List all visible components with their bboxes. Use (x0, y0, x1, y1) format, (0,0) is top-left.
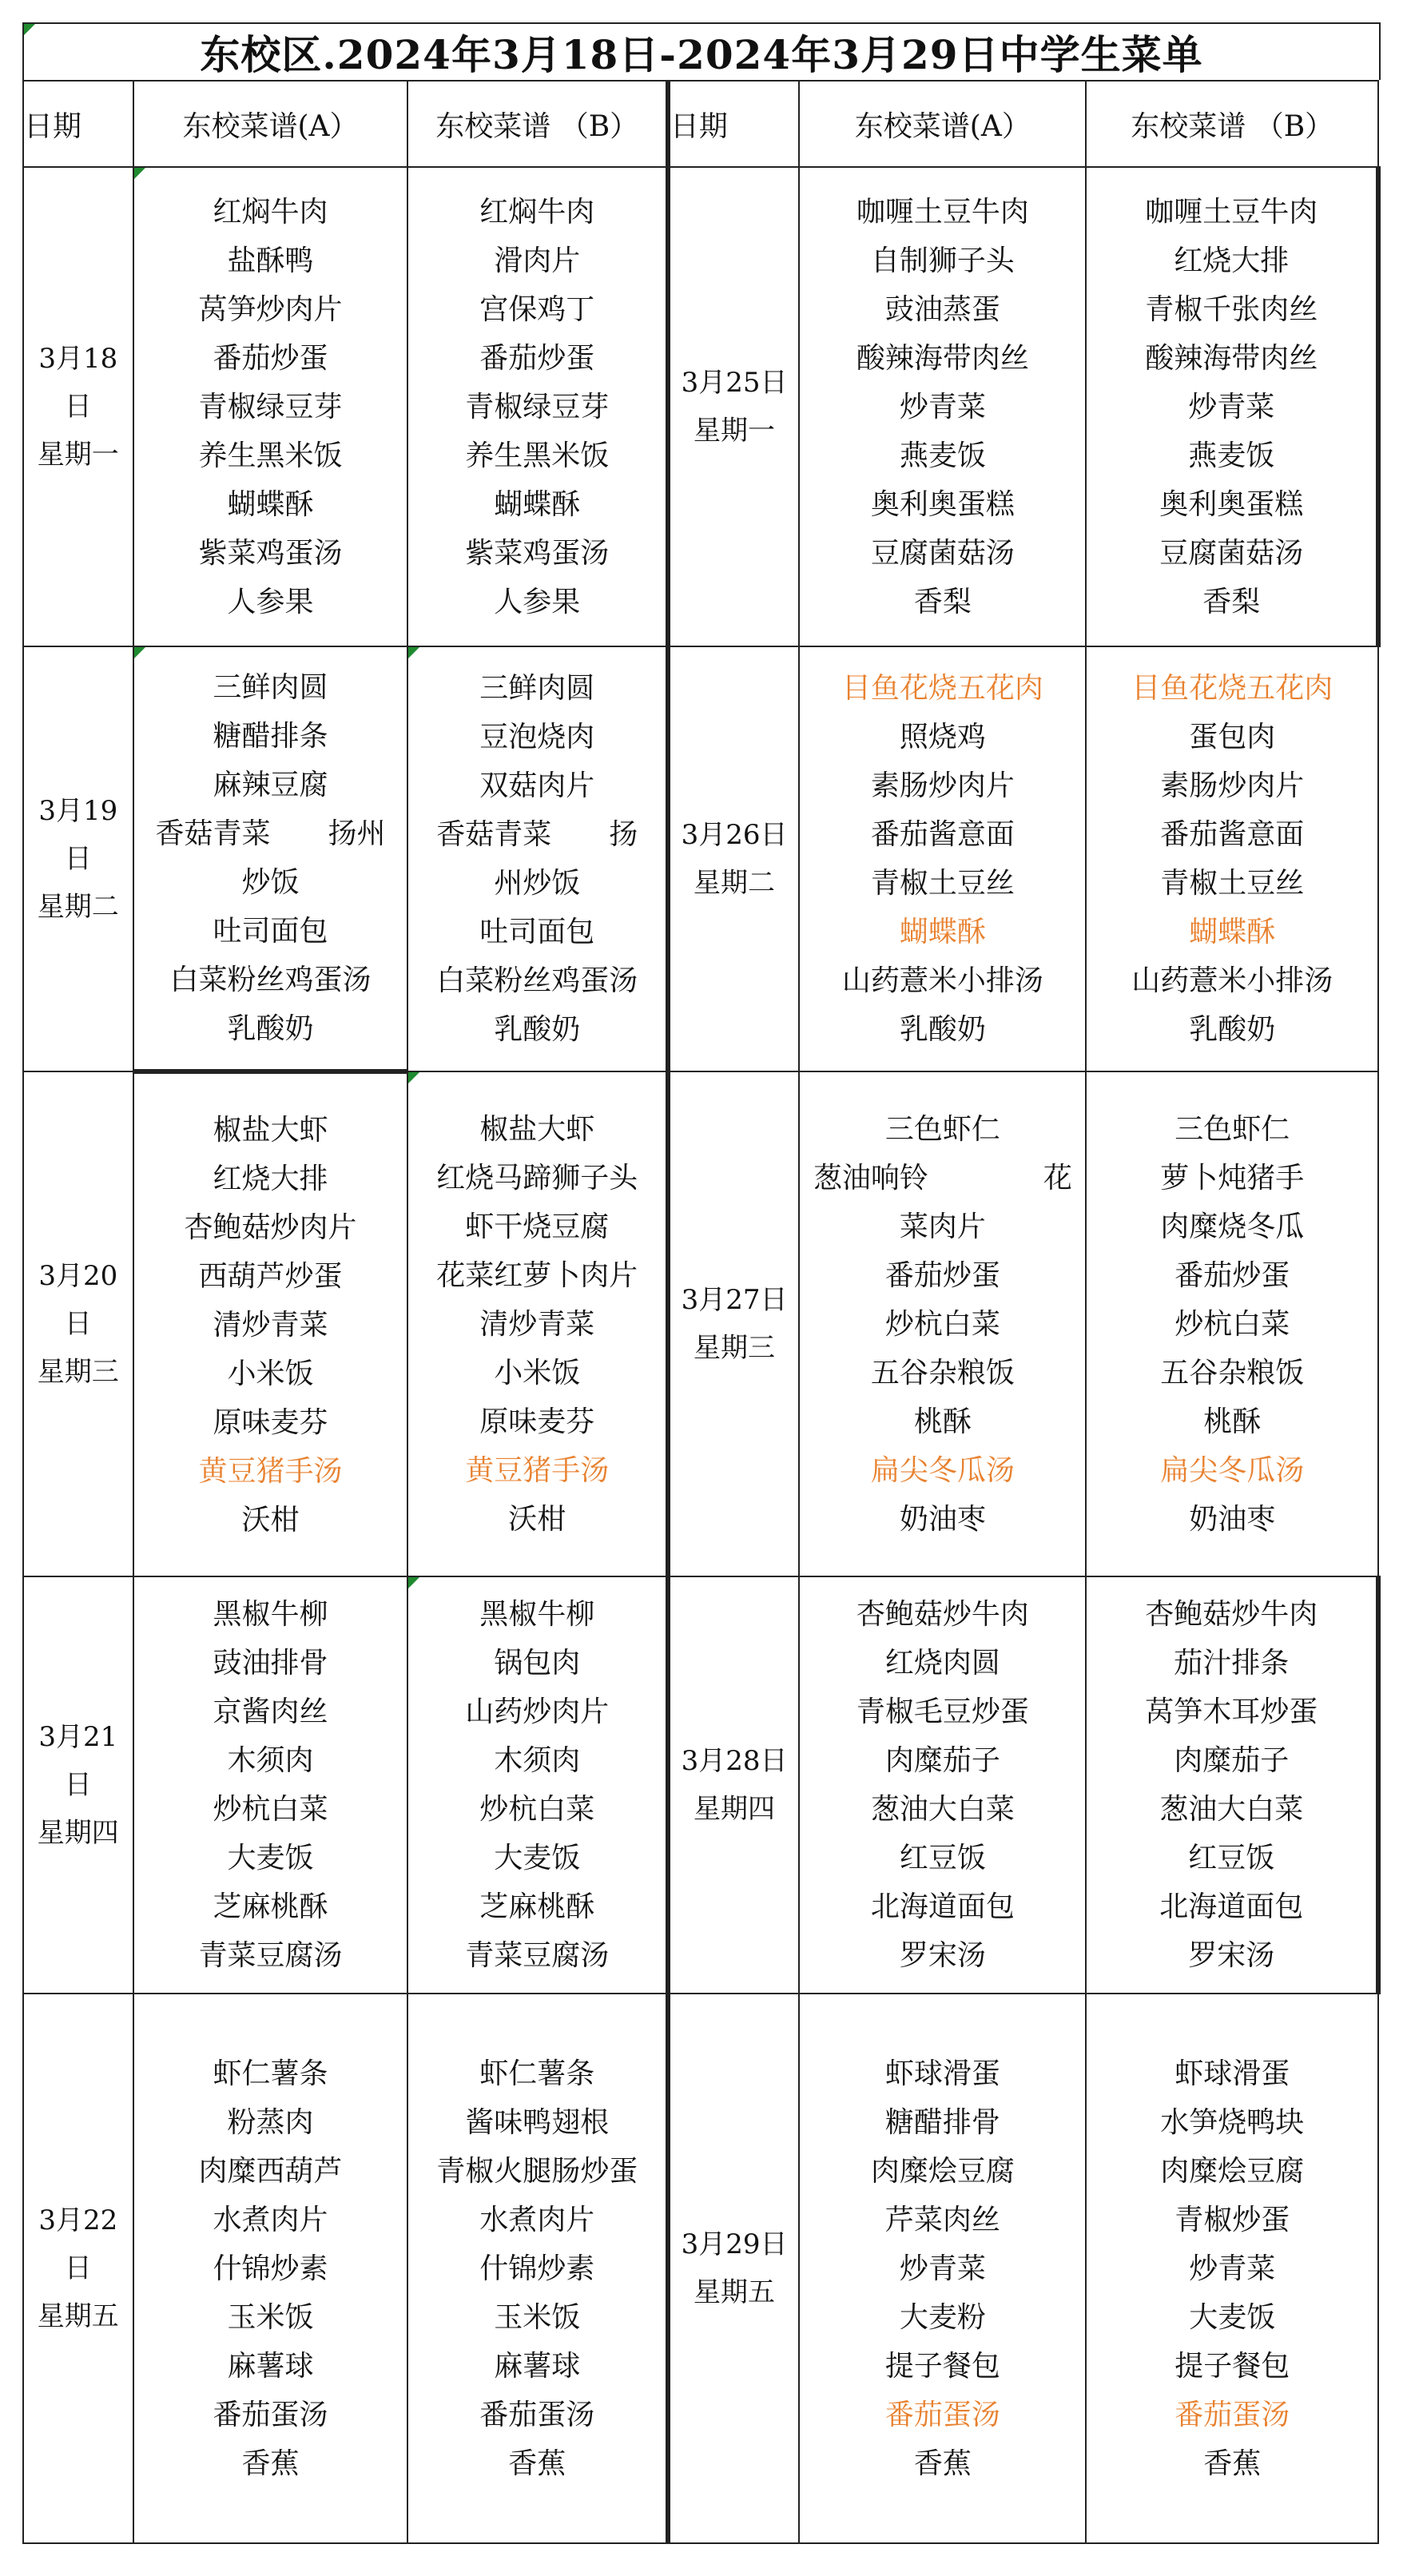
dish-item: 肉糜烩豆腐 (1160, 2154, 1305, 2188)
date-cell (668, 1994, 799, 2543)
dish-item: 乳酸奶 (899, 1013, 986, 1046)
date-cell (23, 1071, 133, 1576)
menu-b-cell (1086, 167, 1378, 646)
dish-item: 盐酥鸭 (227, 244, 314, 277)
menu-b-cell (1086, 646, 1378, 1071)
dish-item: 虾球滑蛋 (884, 2057, 1000, 2090)
dish-item: 蝴蝶酥 (494, 487, 581, 521)
dish-item: 香梨 (1202, 585, 1261, 618)
dish-item: 菜肉片 (899, 1210, 986, 1243)
dish-item: 芝麻桃酥 (479, 1890, 595, 1923)
dish-item: 青椒土豆丝 (870, 867, 1015, 900)
menu-b-cell (407, 646, 667, 1071)
dish-item: 水煮肉片 (213, 2203, 328, 2236)
dish-item: 花菜红萝卜肉片 (436, 1258, 638, 1292)
dish-item: 红烧大排 (1174, 244, 1290, 277)
date-line: 星期二 (694, 867, 776, 899)
dish-item: 山药薏米小排汤 (841, 964, 1043, 997)
menu-sheet (22, 22, 1381, 2544)
dish-item: 红烧肉圆 (884, 1647, 1000, 1680)
date-line: 3月29日 (681, 2228, 788, 2260)
dish-item: 黄豆猪手汤 (465, 1453, 610, 1487)
dish-item: 酸辣海带肉丝 (1145, 341, 1318, 375)
dish-item: 目鱼花烧五花肉 (1131, 672, 1333, 705)
dish-item: 乳酸奶 (1189, 1013, 1276, 1046)
dish-item: 吐司面包 (213, 915, 328, 948)
dish-item: 大麦饭 (494, 1842, 581, 1874)
date-line: 星期一 (694, 415, 776, 447)
day-row (23, 1576, 1378, 1994)
dish-item: 香蕉 (241, 2447, 300, 2480)
dish-item: 炒杭白菜 (479, 1793, 595, 1826)
date-line: 星期三 (37, 1356, 119, 1388)
date-cell (23, 167, 133, 646)
dish-item: 椒盐大虾 (479, 1112, 595, 1146)
dish-item: 粉蒸肉 (227, 2105, 314, 2139)
dish-item: 酱味鸭翅根 (465, 2105, 610, 2139)
dish-item: 青椒绿豆芽 (465, 390, 610, 423)
date-line: 3月26日 (681, 819, 788, 851)
dish-item: 香蕉 (913, 2447, 972, 2480)
date-line: 3月20 (38, 1260, 118, 1292)
header-menu-a: 东校菜谱(A） (799, 81, 1086, 167)
date-line: 星期二 (37, 891, 119, 923)
day-row (23, 1071, 1378, 1576)
date-line: 星期五 (694, 2276, 776, 2308)
date-line: 3月19 (38, 795, 118, 827)
page-title: 东校区.2024年3月18日-2024年3月29日中学生菜单 (22, 22, 1381, 80)
date-line: 3月25日 (681, 367, 788, 399)
dish-item: 葱油响铃 花 (813, 1161, 1072, 1195)
dish-item: 木须肉 (227, 1744, 314, 1777)
dish-item: 青菜豆腐汤 (465, 1939, 610, 1972)
dish-item: 番茄蛋汤 (479, 2398, 595, 2431)
dish-item: 素肠炒肉片 (870, 769, 1015, 802)
header-date: 日期 (23, 81, 133, 167)
dish-item: 炒青菜 (899, 2252, 986, 2285)
dish-item: 豉油蒸蛋 (884, 292, 1000, 326)
dish-item: 番茄炒蛋 (479, 341, 595, 375)
dish-item: 酸辣海带肉丝 (856, 341, 1029, 375)
dish-item: 红焖牛肉 (213, 195, 328, 229)
dish-item: 原味麦芬 (479, 1405, 595, 1438)
dish-item: 三色虾仁 (1174, 1112, 1290, 1146)
date-cell (668, 1071, 799, 1576)
dish-item: 糖醋排骨 (884, 2105, 1000, 2139)
dish-item: 奶油枣 (1189, 1502, 1276, 1536)
dish-item: 肉糜烩豆腐 (870, 2154, 1015, 2188)
dish-item: 水笋烧鸭块 (1160, 2105, 1305, 2139)
dish-item: 蝴蝶酥 (1189, 916, 1276, 948)
date-line: 星期四 (694, 1793, 776, 1825)
dish-item: 奥利奥蛋糕 (870, 487, 1015, 521)
dish-item: 麻辣豆腐 (213, 769, 328, 801)
dish-item: 番茄酱意面 (870, 818, 1015, 851)
dish-item: 椒盐大虾 (213, 1113, 328, 1147)
dish-item: 芝麻桃酥 (213, 1890, 328, 1923)
dish-item: 青椒火腿肠炒蛋 (436, 2154, 638, 2188)
dish-item: 燕麦饭 (1188, 439, 1275, 472)
dish-item: 提子餐包 (884, 2349, 1000, 2383)
dish-item: 番茄炒蛋 (884, 1258, 1000, 1292)
date-line: 3月27日 (681, 1284, 788, 1316)
date-line: 星期四 (37, 1817, 119, 1849)
menu-a-cell (799, 646, 1086, 1071)
dish-item: 番茄蛋汤 (1174, 2398, 1290, 2431)
dish-item: 糖醋排条 (213, 720, 328, 753)
dish-item: 青椒炒蛋 (1174, 2203, 1290, 2236)
dish-item: 葱油大白菜 (870, 1793, 1015, 1826)
dish-item: 小米饭 (494, 1356, 581, 1389)
dish-item: 大麦饭 (1189, 2300, 1276, 2334)
dish-item: 山药炒肉片 (465, 1695, 610, 1728)
dish-item: 炒杭白菜 (1174, 1307, 1290, 1341)
dish-item: 番茄蛋汤 (884, 2398, 1000, 2431)
menu-a-cell (133, 1071, 408, 1576)
date-line: 日 (64, 391, 92, 423)
dish-item: 杏鲍菇炒牛肉 (1145, 1598, 1318, 1631)
dish-item: 蝴蝶酥 (899, 916, 986, 948)
dish-item: 京酱肉丝 (213, 1695, 328, 1728)
dish-item: 青椒土豆丝 (1160, 867, 1305, 900)
dish-item: 养生黑米饭 (198, 439, 343, 472)
dish-item: 虾球滑蛋 (1174, 2057, 1290, 2090)
dish-item: 三鲜肉圆 (479, 672, 595, 705)
dish-item: 香菇青菜 扬 (436, 818, 638, 851)
dish-item: 蛋包肉 (1189, 721, 1276, 753)
menu-b-cell (407, 1576, 667, 1994)
dish-item: 三鲜肉圆 (213, 671, 328, 704)
dish-item: 豆泡烧肉 (479, 721, 595, 753)
dish-item: 芹菜肉丝 (884, 2203, 1000, 2236)
dish-item: 照烧鸡 (899, 721, 986, 753)
date-line: 3月28日 (681, 1745, 788, 1777)
dish-item: 香菇青菜 扬州 (155, 817, 386, 850)
header-row (23, 81, 1378, 167)
dish-item: 自制狮子头 (870, 244, 1015, 277)
dish-item: 虾仁薯条 (479, 2057, 595, 2090)
dish-item: 青椒绿豆芽 (198, 390, 343, 423)
dish-item: 杏鲍菇炒牛肉 (856, 1598, 1029, 1631)
cell-marker (134, 647, 145, 658)
dish-item: 宫保鸡丁 (479, 292, 595, 326)
dish-item: 人参果 (227, 585, 314, 618)
dish-item: 葱油大白菜 (1159, 1793, 1304, 1826)
dish-item: 扁尖冬瓜汤 (1160, 1453, 1305, 1487)
dish-item: 炒青菜 (1189, 2252, 1276, 2285)
dish-item: 清炒青菜 (213, 1308, 328, 1342)
dish-item: 红豆饭 (1188, 1842, 1275, 1874)
dish-item: 番茄炒蛋 (213, 341, 328, 375)
dish-item: 山药薏米小排汤 (1131, 964, 1333, 997)
dish-item: 红烧大排 (213, 1162, 328, 1195)
date-cell (23, 646, 133, 1071)
day-row (23, 167, 1378, 646)
dish-item: 豆腐菌菇汤 (1159, 536, 1304, 570)
dish-item: 青菜豆腐汤 (198, 1939, 343, 1972)
dish-item: 滑肉片 (494, 244, 581, 277)
dish-item: 蝴蝶酥 (227, 487, 314, 521)
dish-item: 红焖牛肉 (479, 195, 595, 229)
header-menu-a: 东校菜谱(A） (133, 81, 408, 167)
menu-b-cell (1086, 1994, 1378, 2543)
date-cell (23, 1994, 133, 2543)
day-row (23, 646, 1378, 1071)
dish-item: 白菜粉丝鸡蛋汤 (169, 964, 372, 996)
cell-marker (408, 1577, 419, 1588)
dish-item: 番茄酱意面 (1160, 818, 1305, 851)
dish-item: 水煮肉片 (479, 2203, 595, 2236)
dish-item: 大麦粉 (899, 2300, 986, 2334)
menu-b-cell (407, 167, 667, 646)
dish-item: 肉糜烧冬瓜 (1160, 1210, 1305, 1243)
dish-item: 茄汁排条 (1174, 1647, 1290, 1680)
menu-b-cell (407, 1071, 667, 1576)
cell-marker (134, 168, 145, 179)
dish-item: 麻薯球 (227, 2349, 314, 2383)
dish-item: 北海道面包 (870, 1890, 1015, 1923)
dish-item: 炒青菜 (899, 390, 986, 423)
dish-item: 香梨 (913, 585, 972, 618)
dish-item: 玉米饭 (227, 2300, 314, 2334)
dish-item: 罗宋汤 (899, 1939, 986, 1972)
dish-item: 咖喱土豆牛肉 (856, 195, 1029, 229)
date-line: 日 (64, 2252, 92, 2284)
menu-b-cell (1086, 1071, 1378, 1576)
dish-item: 紫菜鸡蛋汤 (465, 536, 610, 570)
dish-item: 素肠炒肉片 (1160, 769, 1305, 802)
dish-item: 青椒千张肉丝 (1145, 292, 1318, 326)
dish-item: 炒杭白菜 (884, 1307, 1000, 1341)
cell-marker (408, 647, 419, 658)
menu-table (22, 80, 1381, 2544)
header-menu-b: 东校菜谱 （B） (1086, 81, 1378, 167)
dish-item: 炒饭 (241, 866, 300, 899)
dish-item: 肉糜西葫芦 (198, 2154, 343, 2188)
dish-item: 香蕉 (1203, 2447, 1262, 2480)
menu-a-cell (799, 1994, 1086, 2543)
date-line: 日 (64, 1308, 92, 1340)
dish-item: 双菇肉片 (479, 769, 595, 802)
dish-item: 肉糜茄子 (884, 1744, 1000, 1777)
menu-a-cell (133, 1576, 408, 1994)
dish-item: 养生黑米饭 (465, 439, 610, 472)
dish-item: 杏鲍菇炒肉片 (184, 1210, 357, 1244)
dish-item: 麻薯球 (494, 2349, 581, 2383)
menu-a-cell (133, 1994, 408, 2543)
dish-item: 沃柑 (241, 1503, 300, 1536)
dish-item: 肉糜茄子 (1174, 1744, 1290, 1777)
menu-a-cell (133, 167, 408, 646)
dish-item: 什锦炒素 (479, 2252, 595, 2285)
dish-item: 五谷杂粮饭 (1160, 1356, 1305, 1389)
date-line: 星期五 (37, 2300, 119, 2332)
dish-item: 红烧马蹄狮子头 (436, 1161, 638, 1195)
date-line: 星期一 (37, 439, 119, 471)
dish-item: 咖喱土豆牛肉 (1145, 195, 1318, 229)
dish-item: 什锦炒素 (213, 2252, 328, 2285)
menu-a-cell (799, 167, 1086, 646)
dish-item: 燕麦饭 (899, 439, 986, 472)
dish-item: 奶油枣 (899, 1502, 986, 1536)
dish-item: 香蕉 (508, 2447, 566, 2480)
menu-a-cell (133, 646, 408, 1071)
dish-item: 木须肉 (494, 1744, 581, 1777)
dish-item: 小米饭 (227, 1357, 314, 1390)
menu-b-cell (407, 1994, 667, 2543)
dish-item: 锅包肉 (494, 1647, 581, 1680)
date-cell (668, 646, 799, 1071)
dish-item: 州炒饭 (494, 867, 581, 900)
dish-item: 青椒毛豆炒蛋 (856, 1695, 1029, 1728)
menu-a-cell (799, 1576, 1086, 1994)
dish-item: 白菜粉丝鸡蛋汤 (436, 964, 638, 997)
dish-item: 罗宋汤 (1188, 1939, 1275, 1972)
dish-item: 黄豆猪手汤 (198, 1454, 343, 1488)
dish-item: 大麦饭 (227, 1842, 314, 1874)
date-cell (668, 1576, 799, 1994)
date-line: 3月18 (38, 343, 118, 375)
menu-a-cell (799, 1071, 1086, 1576)
dish-item: 萝卜炖猪手 (1160, 1161, 1305, 1195)
dish-item: 目鱼花烧五花肉 (841, 672, 1043, 705)
dish-item: 五谷杂粮饭 (870, 1356, 1015, 1389)
date-line: 星期三 (694, 1332, 776, 1364)
date-line: 日 (64, 1769, 92, 1801)
dish-item: 番茄炒蛋 (1174, 1258, 1290, 1292)
date-line: 3月21 (38, 1721, 118, 1753)
menu-body (23, 167, 1378, 2543)
dish-item: 玉米饭 (494, 2300, 581, 2334)
dish-item: 虾干烧豆腐 (465, 1210, 610, 1243)
date-cell (668, 167, 799, 646)
dish-item: 奥利奥蛋糕 (1159, 487, 1304, 521)
dish-item: 黑椒牛柳 (213, 1598, 328, 1631)
dish-item: 莴笋木耳炒蛋 (1145, 1695, 1318, 1728)
dish-item: 北海道面包 (1159, 1890, 1304, 1923)
dish-item: 桃酥 (1203, 1405, 1262, 1438)
menu-b-cell (1086, 1576, 1378, 1994)
dish-item: 黑椒牛柳 (479, 1598, 595, 1631)
dish-item: 莴笋炒肉片 (198, 292, 343, 326)
dish-item: 人参果 (494, 585, 581, 618)
dish-item: 红豆饭 (899, 1842, 986, 1874)
dish-item: 虾仁薯条 (213, 2057, 328, 2090)
dish-item: 吐司面包 (479, 916, 595, 948)
dish-item: 三色虾仁 (884, 1112, 1000, 1146)
dish-item: 扁尖冬瓜汤 (870, 1453, 1015, 1487)
header-date: 日期 (668, 81, 799, 167)
dish-item: 桃酥 (913, 1405, 972, 1438)
date-line: 日 (64, 843, 92, 875)
dish-item: 番茄蛋汤 (213, 2398, 328, 2431)
date-cell (23, 1576, 133, 1994)
dish-item: 原味麦芬 (213, 1405, 328, 1439)
dish-item: 炒青菜 (1188, 390, 1275, 423)
dish-item: 沃柑 (508, 1502, 566, 1536)
day-row (23, 1994, 1378, 2543)
dish-item: 紫菜鸡蛋汤 (198, 536, 343, 570)
dish-item: 西葫芦炒蛋 (198, 1259, 343, 1293)
dish-item: 炒杭白菜 (213, 1793, 328, 1826)
dish-item: 提子餐包 (1174, 2349, 1290, 2383)
date-line: 3月22 (38, 2204, 118, 2236)
cell-marker (408, 1072, 419, 1083)
dish-item: 乳酸奶 (227, 1012, 314, 1045)
dish-item: 豆腐菌菇汤 (870, 536, 1015, 570)
dish-item: 清炒青菜 (479, 1307, 595, 1341)
dish-item: 豉油排骨 (213, 1647, 328, 1680)
dish-item: 乳酸奶 (494, 1013, 581, 1046)
header-menu-b: 东校菜谱 （B） (407, 81, 667, 167)
